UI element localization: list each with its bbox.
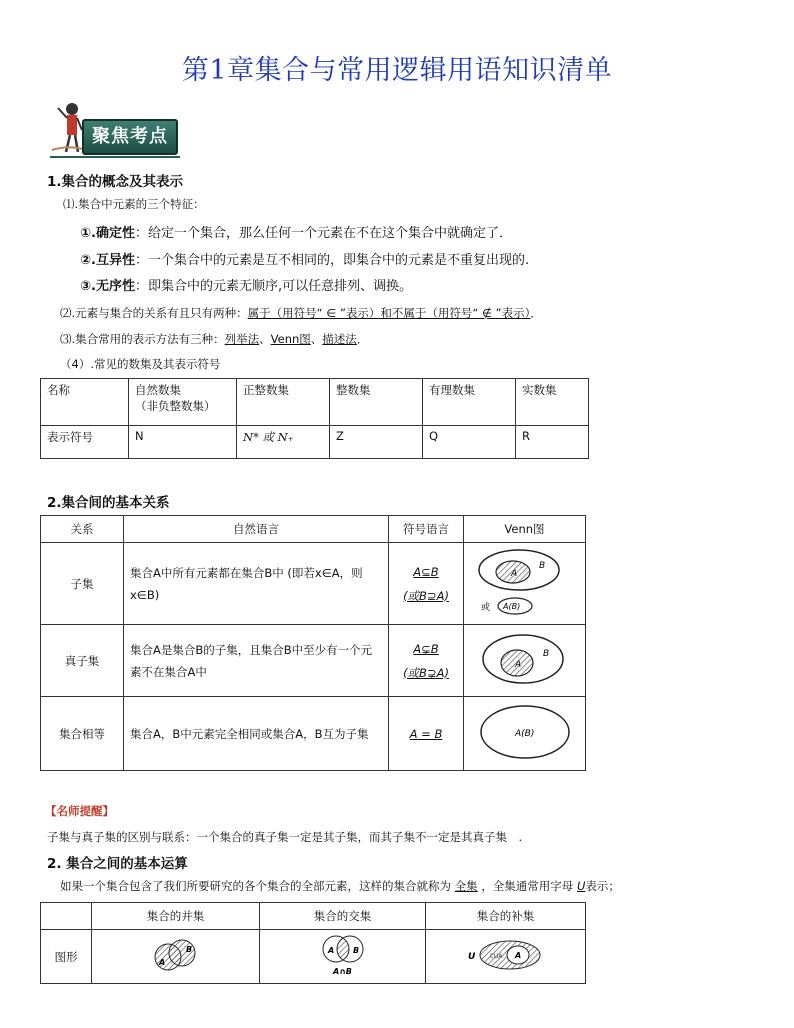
table-cell: Z <box>330 426 423 459</box>
tip-text: 子集与真子集的区别与联系：一个集合的真子集一定是其子集，而其子集不一定是其真子集 . <box>47 830 523 844</box>
table-cell: Q <box>423 426 516 459</box>
relation-symbol: A⊆B (或B⊇A) <box>389 543 464 625</box>
complement-label: ∁UA <box>489 953 502 960</box>
venn-label-a: A <box>514 951 521 960</box>
universal-label: U <box>467 952 475 962</box>
venn-or: 或 <box>480 603 490 613</box>
relation-symbol: A = B <box>389 697 464 771</box>
venn-equal <box>464 697 586 771</box>
table-header: 关系 <box>41 516 124 543</box>
venn-equal-diagram <box>475 702 575 762</box>
table-cell: N <box>129 426 237 459</box>
table-header: 符号语言 <box>389 516 464 543</box>
table-header: 有理数集 <box>423 379 516 426</box>
venn-label-b: B <box>542 649 549 659</box>
table-cell: N* 或 N₊ <box>237 426 330 459</box>
intersection-label: A∩B <box>332 967 352 976</box>
table-header: 名称 <box>41 379 129 426</box>
set-operations-table <box>40 902 586 984</box>
table-header: 集合的交集 <box>260 903 426 930</box>
venn-label-b: B <box>352 946 359 955</box>
relation-name: 真子集 <box>41 625 124 697</box>
table-header: 实数集 <box>516 379 589 426</box>
venn-complement <box>426 930 586 984</box>
table-row-label: 表示符号 <box>41 426 129 459</box>
relation-text: 集合A是集合B的子集，且集合B中至少有一个元素不在集合A中 <box>124 625 389 697</box>
section3-heading: 2. 集合之间的基本运算 <box>47 856 188 872</box>
section2-heading: 2.集合间的基本关系 <box>47 495 170 511</box>
characteristic-2: ②.互异性：一个集合中的元素是互不相同的，即集合中的元素是不重复出现的. <box>80 253 530 268</box>
tip-label: 【名师提醒】 <box>45 804 114 818</box>
section1-p2: ⑵.元素与集合的关系有且只有两种：属于（用符号“ ∈ ”表示）和不属于（用符号“ ∉ ”表示）． <box>60 306 542 320</box>
table-header: 正整数集 <box>237 379 330 426</box>
banner-underline <box>50 156 180 158</box>
table-row-label: 图形 <box>41 930 92 984</box>
section1-p1: ⑴.集合中元素的三个特征： <box>63 197 205 211</box>
relation-text: 集合A中所有元素都在集合B中 (即若x∈A，则x∈B) <box>124 543 389 625</box>
venn-proper-subset <box>464 625 586 697</box>
venn-subset-diagram <box>475 546 575 618</box>
venn-label-a: A <box>327 946 334 955</box>
venn-label-a: A <box>510 569 517 579</box>
page-title: 第1章集合与常用逻辑用语知识清单 <box>181 55 613 86</box>
venn-label-ab: A(B) <box>502 602 520 611</box>
table-header <box>41 903 92 930</box>
venn-intersection-diagram <box>308 933 378 977</box>
focus-banner: 聚焦考点 <box>82 119 178 155</box>
venn-intersection <box>260 930 426 984</box>
venn-complement-diagram <box>466 935 546 975</box>
venn-label-b: B <box>538 561 545 571</box>
venn-label-b: B <box>185 945 192 954</box>
table-header: 整数集 <box>330 379 423 426</box>
table-header: 集合的并集 <box>92 903 260 930</box>
relation-name: 集合相等 <box>41 697 124 771</box>
number-sets-table <box>40 378 589 459</box>
section3-intro: 如果一个集合包含了我们所要研究的各个集合的全部元素，这样的集合就称为 全集 ，全集通常用字母 U表示； <box>60 879 620 893</box>
relation-text: 集合A，B中元素完全相同或集合A，B互为子集 <box>124 697 389 771</box>
relation-symbol: A⊊B (或B⊋A) <box>389 625 464 697</box>
table-header: Venn图 <box>464 516 586 543</box>
relation-name: 子集 <box>41 543 124 625</box>
section1-heading: 1.集合的概念及其表示 <box>47 174 184 190</box>
characteristic-3: ③.无序性：即集合中的元素无顺序,可以任意排列、调换。 <box>80 279 413 294</box>
venn-label-ab: A(B) <box>514 729 534 739</box>
table-header: 集合的补集 <box>426 903 586 930</box>
characteristic-1: ①.确定性：给定一个集合，那么任何一个元素在不在这个集合中就确定了． <box>80 226 512 241</box>
venn-subset <box>464 543 586 625</box>
venn-label-a: A <box>514 660 521 670</box>
venn-union <box>92 930 260 984</box>
section1-p3: ⑶.集合常用的表示方法有三种：列举法、Venn图、描述法． <box>60 332 369 346</box>
venn-label-a: A <box>158 958 165 967</box>
venn-union-diagram <box>146 935 206 975</box>
table-header: 自然语言 <box>124 516 389 543</box>
venn-proper-subset-diagram <box>475 630 575 688</box>
section1-p4: （4）.常见的数集及其表示符号 <box>60 357 221 371</box>
table-header: 自然数集 （非负整数集） <box>129 379 237 426</box>
table-cell: R <box>516 426 589 459</box>
set-relations-table <box>40 515 586 771</box>
